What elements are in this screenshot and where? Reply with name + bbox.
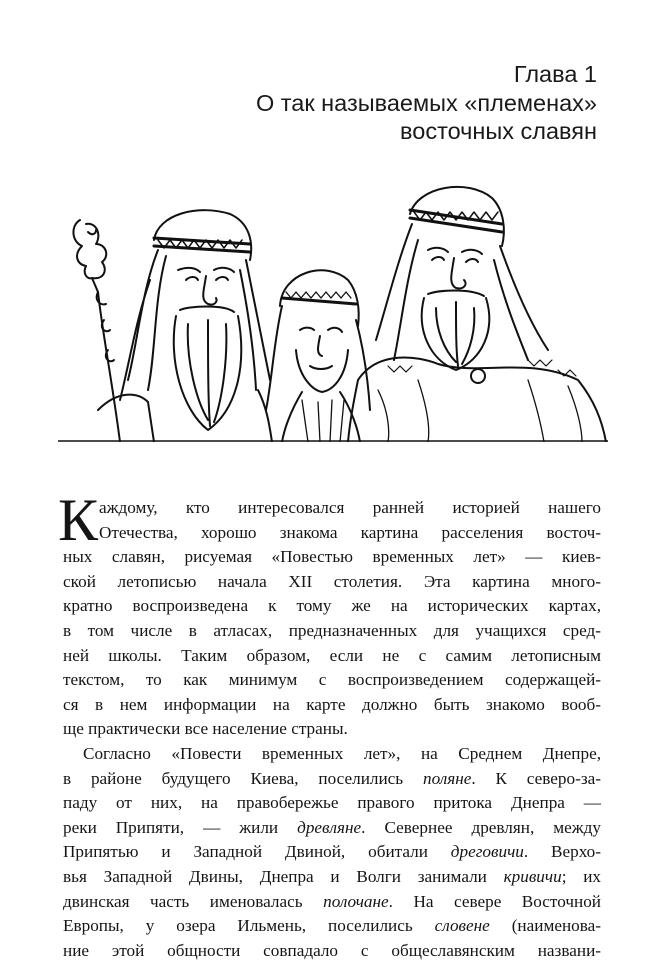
- right-elder-figure: [348, 187, 606, 442]
- tribe-name: древляне: [297, 817, 362, 837]
- text-line: паду от них, на правобережье правого притока Днепра —: [63, 793, 601, 813]
- text-line: аждому, кто интересовался ранней историей нашего: [99, 498, 601, 517]
- text-line: Отечества, хорошо знакома картина расселения восточ-: [99, 522, 601, 542]
- text-line: ще практически все население страны.: [63, 719, 348, 739]
- tribe-name: поляне: [422, 768, 472, 788]
- text-line: ней школы. Таким образом, если не с самим летописным: [63, 645, 601, 665]
- chapter-title-line-1: О так называемых «племенах»: [256, 89, 597, 116]
- staff-icon: [73, 220, 120, 442]
- paragraph-1: [58, 487, 601, 742]
- tribe-name: полочане: [323, 891, 389, 911]
- text-line: ных славян, рисуемая «Повестью временных лет» — киев-: [63, 547, 601, 567]
- chapter-title-line-2: восточных славян: [400, 118, 597, 144]
- chapter-heading: [256, 60, 597, 146]
- text-line: текстом, то как минимум с воспроизведением содержащей-: [63, 670, 601, 690]
- text-line: ской летописью начала XII столетия. Эта картина много-: [63, 571, 601, 591]
- paragraph-2: [63, 742, 601, 963]
- text-line: реки Припяти, — жили древляне. Севернее древлян, между: [63, 817, 601, 837]
- text-line: Европы, у озера Ильмень, поселились словене (наименова-: [63, 916, 601, 936]
- left-elder-figure: [98, 210, 272, 442]
- young-figure: [266, 270, 370, 442]
- text-line: кратно воспроизведена к тому же на исторических картах,: [63, 596, 601, 616]
- body-text: [58, 487, 601, 963]
- text-line: в том числе в атласах, предназначенных для учащихся сред-: [63, 620, 601, 640]
- text-line: двинская часть именовалась полочане. На севере Восточной: [63, 891, 601, 911]
- tribe-name: дреговичи: [450, 842, 524, 862]
- tribe-name: словене: [434, 916, 490, 936]
- tribe-name: кривичи: [503, 866, 562, 886]
- text-line: в районе будущего Киева, поселились поляне. К северо-за-: [63, 768, 601, 788]
- text-line: Припятью и Западной Двиной, обитали дреговичи. Верхо-: [63, 842, 601, 862]
- text-line: ние этой общности совпадало с общеславянским названи-: [63, 940, 601, 960]
- chapter-number: Глава 1: [513, 61, 597, 87]
- drop-cap: К: [58, 487, 99, 553]
- text-line: Согласно «Повести временных лет», на Среднем Днепре,: [83, 743, 601, 763]
- text-line: ся в нем информации на карте должно быть знакомо вооб-: [63, 694, 601, 714]
- three-slavic-figures-illustration: [58, 180, 608, 442]
- text-line: вья Западной Двины, Днепра и Волги занимали кривичи; их: [63, 866, 601, 886]
